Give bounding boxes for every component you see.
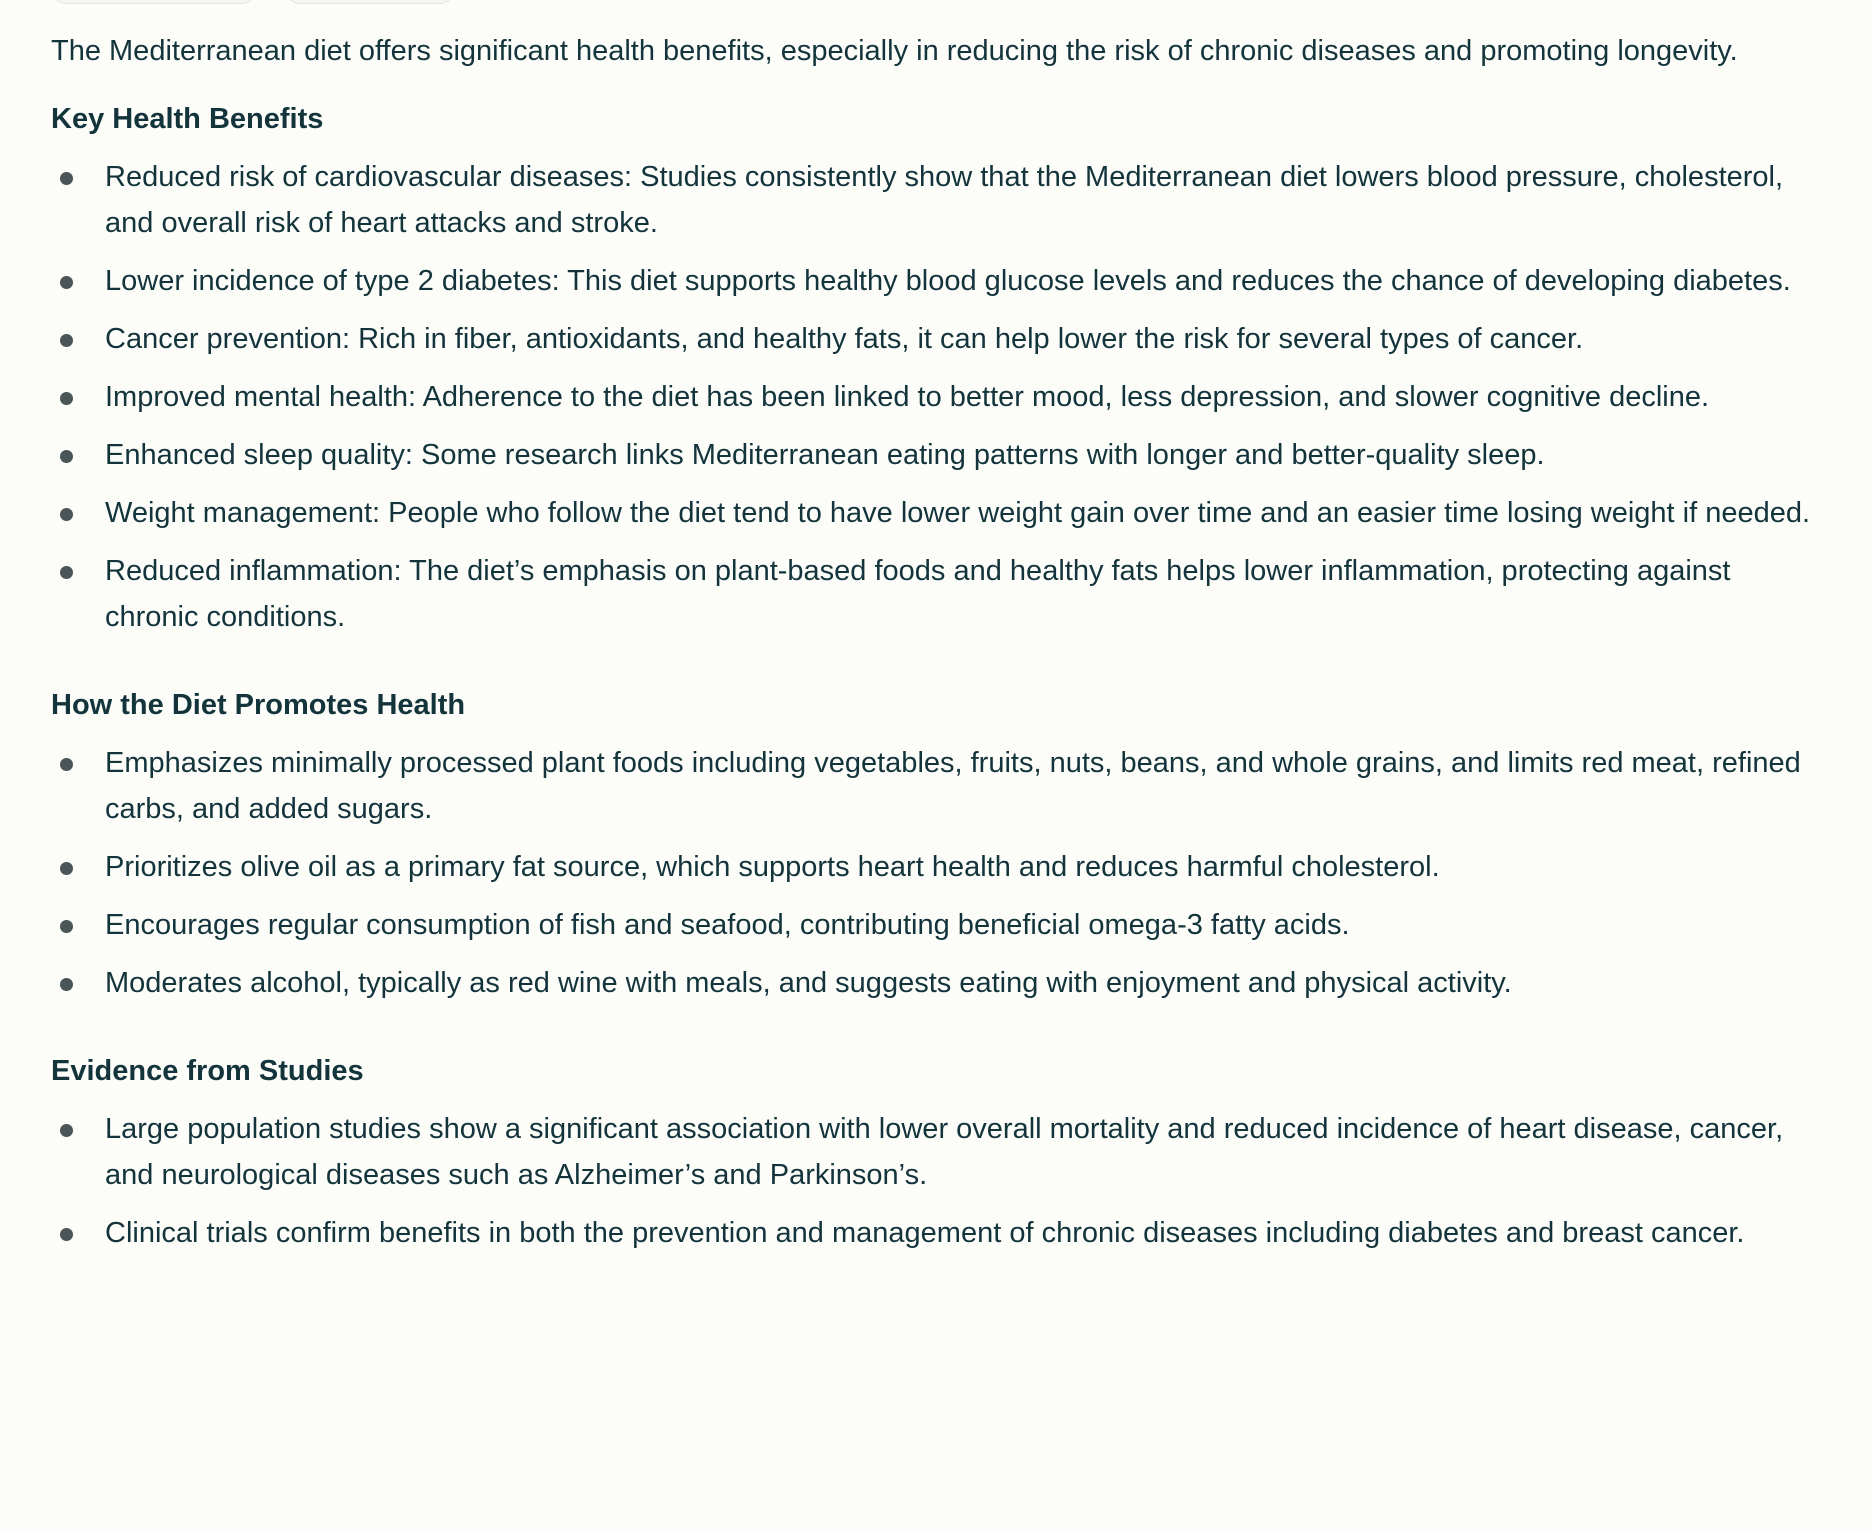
list-item-text: Weight management: People who follow the diet tend to have lower weight gain over time and an easier time losing weight if needed. — [105, 497, 1811, 529]
list-item — [51, 1106, 1821, 1198]
answer-content — [51, 28, 1821, 1268]
list-item-text: Reduced inflammation: The diet’s emphasis on plant-based foods and healthy fats helps lower inflammation, protecting against chronic conditions. — [105, 555, 1731, 633]
list-item-text: Cancer prevention: Rich in fiber, antioxidants, and healthy fats, it can help lower the risk for several types of cancer. — [105, 323, 1584, 355]
bullet-icon — [60, 862, 73, 875]
bullet-icon — [60, 276, 73, 289]
bullet-icon — [60, 392, 73, 405]
list-item-text: Reduced risk of cardiovascular diseases: Studies consistently show that the Mediterranean diet lowers blood pressure, cholesterol, and overall risk of heart attacks and stroke. — [105, 161, 1784, 239]
list-item — [51, 844, 1821, 890]
list-item-text: Encourages regular consumption of fish and seafood, contributing beneficial omega-3 fatty acids. — [105, 909, 1350, 941]
list-item — [51, 154, 1821, 246]
list-item-text: Moderates alcohol, typically as red wine with meals, and suggests eating with enjoyment and physical activity. — [105, 967, 1512, 999]
top-chip[interactable] — [284, 0, 456, 4]
list-item-text: Clinical trials confirm benefits in both the prevention and management of chronic diseases including diabetes and breast cancer. — [105, 1217, 1745, 1249]
evidence-from-studies-list — [51, 1106, 1821, 1256]
list-item — [51, 490, 1821, 536]
list-item-text: Large population studies show a significant association with lower overall mortality and reduced incidence of heart disease, cancer, and neurological diseases such as Alzheimer’s and Parkinson’s. — [105, 1113, 1784, 1191]
intro-paragraph: The Mediterranean diet offers significant health benefits, especially in reducing the risk of chronic diseases and promoting longevity. — [51, 35, 1738, 67]
list-item-text: Enhanced sleep quality: Some research links Mediterranean eating patterns with longer and better-quality sleep. — [105, 439, 1545, 471]
section-heading-key-health-benefits: Key Health Benefits — [51, 103, 324, 135]
list-item — [51, 258, 1821, 304]
bullet-icon — [60, 1228, 73, 1241]
how-diet-promotes-health-list — [51, 740, 1821, 1006]
bullet-icon — [60, 978, 73, 991]
key-health-benefits-list — [51, 154, 1821, 640]
list-item-text: Improved mental health: Adherence to the diet has been linked to better mood, less depression, and slower cognitive decline. — [105, 381, 1710, 413]
top-chip-row — [50, 0, 456, 4]
list-item-text: Lower incidence of type 2 diabetes: This diet supports healthy blood glucose levels and reduces the chance of developing diabetes. — [105, 265, 1791, 297]
list-item — [51, 374, 1821, 420]
list-item — [51, 316, 1821, 362]
top-chip[interactable] — [50, 0, 258, 4]
list-item — [51, 902, 1821, 948]
bullet-icon — [60, 172, 73, 185]
list-item-text: Emphasizes minimally processed plant foods including vegetables, fruits, nuts, beans, and whole grains, and limits red meat, refined carbs, and added sugars. — [105, 747, 1801, 825]
bullet-icon — [60, 566, 73, 579]
bullet-icon — [60, 920, 73, 933]
bullet-icon — [60, 334, 73, 347]
list-item-text: Prioritizes olive oil as a primary fat source, which supports heart health and reduces harmful cholesterol. — [105, 851, 1440, 883]
list-item — [51, 548, 1821, 640]
list-item — [51, 1210, 1821, 1256]
bullet-icon — [60, 758, 73, 771]
list-item — [51, 960, 1821, 1006]
section-heading-how-the-diet-promotes-health: How the Diet Promotes Health — [51, 689, 466, 721]
list-item — [51, 432, 1821, 478]
list-item — [51, 740, 1821, 832]
bullet-icon — [60, 508, 73, 521]
section-heading-evidence-from-studies: Evidence from Studies — [51, 1055, 364, 1087]
bullet-icon — [60, 450, 73, 463]
bullet-icon — [60, 1124, 73, 1137]
